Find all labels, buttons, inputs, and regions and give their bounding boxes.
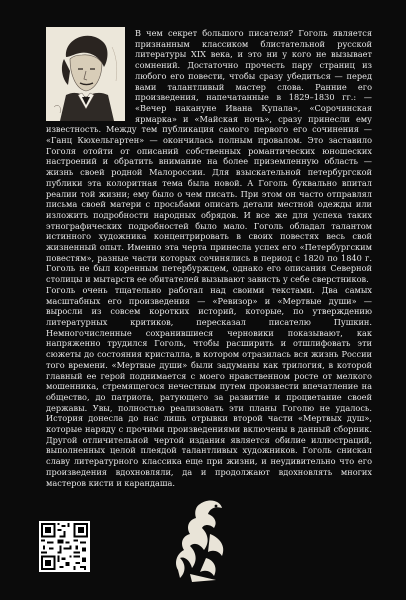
description-paragraph-1: В чем секрет большого писателя? Гоголь является признанным классиком блистательной русской литературы XIX века, и это ни у кого не вызывает сомнений. Достаточно прочесть пару страниц из любого его повести, чтобы сразу убедиться — перед вами талантливый мастер слова. Ранние его произведения, напечатанные в 1829–1830 гг.: — «Вечер накануне Ивана Купала», «Сорочинская ярмарка» и «Майская ночь», сразу принесли ему известность. Между тем публикация самого первого его сочинения — «Ганц Кюхельгартен» — окончилась полным провалом. Это заставило Гоголя отойти от описаний собственных романтических юношеских настроений и обратить внимание на более приземленную область — жизнь своей родной Малороссии. Для взыскательной петербургской публики эта колоритная тема была новой. А Гоголь буквально впитал реалии той жизни; ему было о чем писать. При этом он часто отправлял письма своей матери с просьбами описать детали местной одежды или изложить подробности народных обрядов. И все же для успеха таких этнографических подробностей было мало. Гоголь обладал талантом истинного художника концентрировать в своих повестях весь свой жизненный опыт. Именно эта черта принесла успех его «Петербургским повестям», разные части которых сочинялись в период с 1820 по 1840 г. Гоголь не был коренным петербуржцем, однако его описания Северной столицы и мытарств ее обитателей вызывают зависть у себе сверстников. bbox=[46, 28, 372, 285]
qr-code-icon bbox=[39, 521, 90, 572]
portrait-float-space bbox=[46, 28, 130, 124]
publisher-logo-icon bbox=[170, 494, 236, 584]
description-text bbox=[46, 28, 372, 488]
description-paragraph-2: Гоголь очень тщательно работал над своими текстами. Два самых масштабных его произведения — «Ревизор» и «Мертвые души» — выросли из совсем коротких историй, которые, по утверждению литературных критиков, пересказал писателю Пушкин. Немногочисленные сохранившиеся черновики показывают, как напряженно трудился Гоголь, чтобы расширить и отшлифовать эти сюжеты до состояния кристалла, в котором отразилась вся жизнь России того времени. «Мертвые души» были задуманы как трилогия, в которой главный ее герой поднимается с моего нравственном росте от мелкого мошенника, стремящегося нечестным путем произвести впечатление на общество, до патриота, ратующего за развитие и процветание своей державы. Увы, полностью реализовать эти планы Гоголю не удалось. История донесла до нас лишь отрывки второй части «Мертвых душ», которые наряду с прочими произведениями включены в данный сборник. Другой отличительной чертой издания является обилие иллюстраций, выполненных целой плеядой талантливых художников. Гоголь снискал славу литературного классика еще при жизни, и неудивительно что его произведения вдохновляли, да и продолжают вдохновлять многих мастеров кисти и карандаша. bbox=[46, 284, 372, 488]
